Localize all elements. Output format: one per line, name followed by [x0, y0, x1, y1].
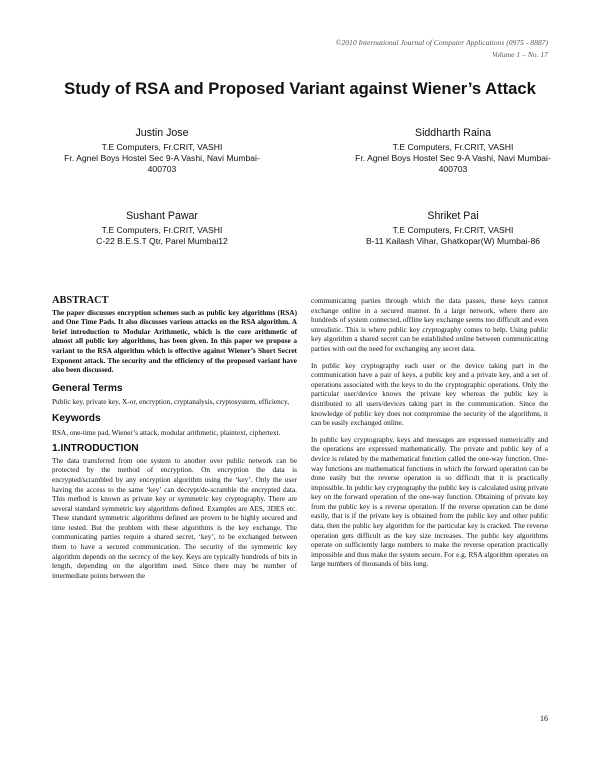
author-block — [343, 127, 563, 175]
body-paragraph: In public key cryptography, keys and messages are expressed numerically and the operations are expressed mathematically. The private and public key of a device is related by the mathematical function called the one-way function. One-way functions are mathematical functions in which the forward operation can be done easily but the reverse operation is so difficult that it is practically impossible. In public key cryptography the public key is calculated using private key on the forward operation of the one-way function. Obtaining of private key from the public key is a reverse operation. If the reverse operation can be done easily, that is if the private key is obtained from the public key and other public data, then the public key algorithm for the particular key is cracked. The reverse operation gets difficult as the key size increases. The public key algorithms operate on sufficiently large numbers to make the reverse operation practically impossible and thus make the system secure. For e.g. RSA algorithm operates on large numbers of thousands of bits long. — [311, 434, 548, 569]
keywords-text: RSA, one-time pad, Wiener’s attack, modular arithmetic, plaintext, ciphertext. — [52, 427, 281, 437]
right-column — [311, 296, 548, 576]
body-paragraph: communicating parties through which the data passes, these keys cannot exchange online in a secured manner. In a large network, where there are hundreds of system connected, offline key exchange seems too difficult and even unrealistic. This is where public key cryptography comes to help. Using public key algorithm a shared secret can be established online between communicating parties with out the need for exchanging any secret data. — [311, 296, 548, 353]
author-block — [52, 127, 272, 175]
author-name: Shriket Pai — [427, 210, 479, 222]
page-number: 16 — [540, 714, 548, 723]
keywords-heading: Keywords — [52, 412, 101, 424]
author-affiliation: T.E Computers, Fr.CRIT, VASHI — [392, 225, 514, 235]
author-block — [52, 210, 272, 247]
left-column — [52, 296, 297, 587]
journal-header: ©2010 International Journal of Computer Applications (0975 - 8887) — [335, 38, 548, 47]
abstract-heading: ABSTRACT — [52, 295, 109, 306]
author-affiliation: T.E Computers, Fr.CRIT, VASHI — [392, 142, 514, 152]
author-name: Justin Jose — [135, 127, 189, 139]
author-address: Fr. Agnel Boys Hostel Sec 9-A Vashi, Navi Mumbai-400703 — [355, 153, 551, 174]
general-terms-text: Public key, private key, X-or, encryption, cryptanalysis, cryptosystem, efficiency, — [52, 397, 290, 407]
volume-header: Volume 1 – No. 17 — [492, 50, 548, 59]
author-affiliation: T.E Computers, Fr.CRIT, VASHI — [101, 142, 223, 152]
author-name: Siddharth Raina — [415, 127, 491, 139]
author-address: C-22 B.E.S.T Qtr, Parel Mumbai12 — [96, 236, 228, 246]
body-paragraph: In public key cryptography each user or the device taking part in the communication have a pair of keys, a public key and a private key, and a set of operations associated with the keys to do the cryptographic operations. Only the particular user/device knows the private key whereas the public key is distributed to all users/devices taking part in the communication. Since the knowledge of public key does not compromise the security of the algorithms, it can be easily exchanged online. — [311, 360, 548, 428]
author-address: B-11 Kailash Vihar, Ghatkopar(W) Mumbai-86 — [365, 236, 541, 246]
author-address: Fr. Agnel Boys Hostel Sec 9-A Vashi, Navi Mumbai-400703 — [64, 153, 260, 174]
introduction-text: The data transferred from one system to another over public network can be protected by the method of encryption. On encryption the data is encrypted/scrambled by any encryption algorithm using the ‘key’. Only the user having the access to the same ‘key’ can decrypt/de-scramble the encrypted data. This method is known as private key or symmetric key cryptography. There are several standard symmetric key algorithms defined. Examples are AES, 3DES etc. These standard symmetric algorithms defined are proven to be highly secured and time tested. But the problem with these algorithms is the key exchange. The communicating parties require a shared secret, ‘key’, to be exchanged between them to have a secured communication. The security of the symmetric key algorithm depends on the secrecy of the key. Keys are typically hundreds of bits in length, depending on the algorithm used. Since there may be number of intermediate points between the — [52, 455, 297, 580]
author-name: Sushant Pawar — [126, 210, 198, 222]
author-block — [343, 210, 563, 247]
general-terms-heading: General Terms — [52, 382, 123, 394]
paper-title: Study of RSA and Proposed Variant against Wiener’s Attack — [64, 79, 536, 98]
introduction-heading: 1.INTRODUCTION — [52, 443, 139, 455]
author-affiliation: T.E Computers, Fr.CRIT, VASHI — [101, 225, 223, 235]
abstract-text: The paper discusses encryption schemes such as public key algorithms (RSA) and One Time Pads. It also discusses various attacks on the RSA algorithm. A brief introduction to Modular Arithmetic, which is the core arithmetic of almost all public key algorithms, has been given. In this paper we propose a variant to the RSA algorithm which is effective against Wiener’s Short Secret Exponent attack. The security and the efficiency of the proposed variant have also been discussed. — [52, 307, 297, 375]
